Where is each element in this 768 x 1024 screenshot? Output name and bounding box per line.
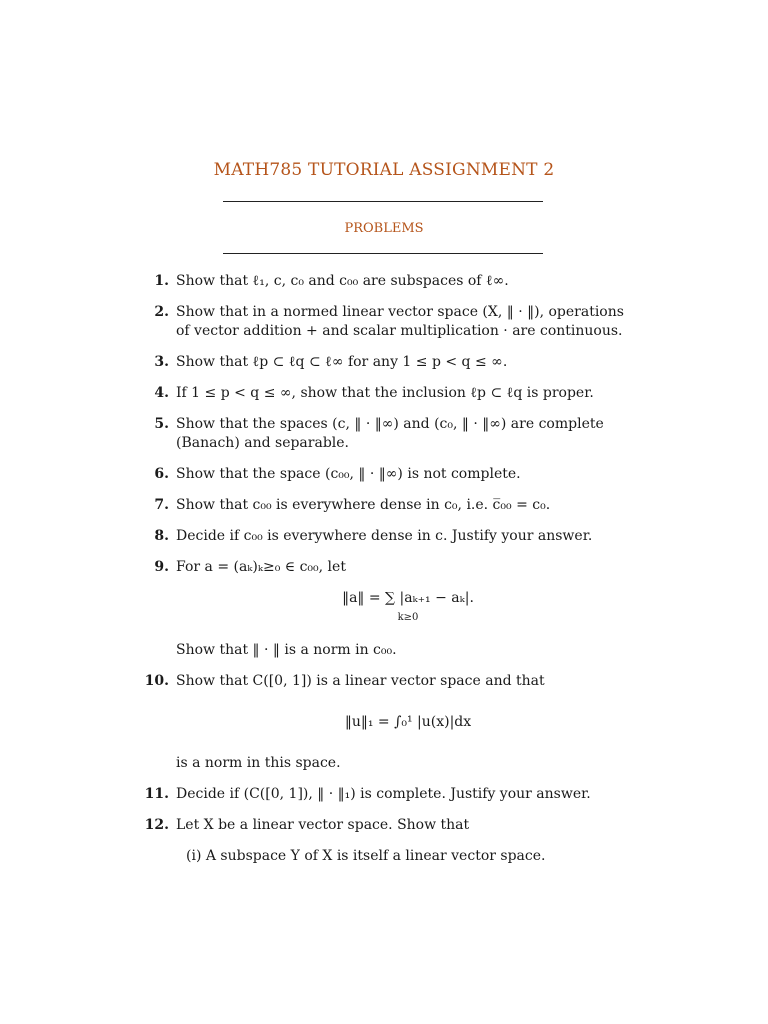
problem-text: For a = (aₖ)ₖ≥₀ ∈ c₀₀, let [176,559,346,575]
problem-number: 2. [154,304,169,320]
formula-l1-norm: ‖u‖₁ = ∫₀¹ |u(x)|dx [344,714,472,730]
problem-number: 3. [154,354,169,370]
problem-4 [140,384,640,403]
problem-number: 4. [154,385,169,401]
problem-number: 5. [154,416,169,432]
problem-text: Show that C([0, 1]) is a linear vector space and that [176,673,545,689]
problem-number: 10. [144,673,169,689]
problem-number: 8. [154,528,169,544]
divider-top [223,201,543,202]
problem-10 [140,672,640,773]
problem-number: 12. [144,817,169,833]
problem-6 [140,465,640,484]
problem-text: Show that the spaces (c, ‖ · ‖∞) and (c₀, ‖ · ‖∞) are complete (Banach) and separable. [176,416,604,451]
problem-number: 6. [154,466,169,482]
problem-followup: Show that ‖ · ‖ is a norm in c₀₀. [176,642,397,658]
problem-text: Decide if c₀₀ is everywhere dense in c. Justify your answer. [176,528,593,544]
display-formula [176,713,640,732]
problem-5 [140,415,640,453]
problem-2 [140,303,640,341]
problem-text: Show that ℓp ⊂ ℓq ⊂ ℓ∞ for any 1 ≤ p < q ≤ ∞. [176,354,508,370]
problem-number: 11. [144,786,169,802]
problem-text: Show that in a normed linear vector space (X, ‖ · ‖), operations of vector addition + and scalar multiplication · are continuous. [176,304,624,339]
divider-bottom [223,253,543,254]
formula-norm: ‖a‖ = ∑ |aₖ₊₁ − aₖ|. [342,590,474,606]
problem-list [140,272,640,878]
problem-7 [140,496,640,515]
problem-8 [140,527,640,546]
problem-text: If 1 ≤ p < q ≤ ∞, show that the inclusion ℓp ⊂ ℓq is proper. [176,385,594,401]
section-heading: PROBLEMS [344,221,424,236]
problem-number: 1. [154,273,169,289]
problem-9 [140,558,640,660]
display-formula [176,589,640,627]
problem-text: Show that the space (c₀₀, ‖ · ‖∞) is not complete. [176,466,521,482]
problem-number: 9. [154,559,169,575]
problem-followup: is a norm in this space. [176,755,341,771]
problem-text: Let X be a linear vector space. Show that [176,817,470,833]
problem-text: Show that c₀₀ is everywhere dense in c₀, i.e. c̅₀₀ = c₀. [176,497,551,513]
problem-subitem: (i) A subspace Y of X is itself a linear vector space. [186,848,546,864]
problem-text: Show that ℓ₁, c, c₀ and c₀₀ are subspaces of ℓ∞. [176,273,509,289]
problem-12 [140,816,640,866]
problem-1 [140,272,640,291]
formula-sum-index: k≥0 [397,612,419,623]
problem-text: Decide if (C([0, 1]), ‖ · ‖₁) is complete. Justify your answer. [176,786,591,802]
problem-3 [140,353,640,372]
page-title: MATH785 TUTORIAL ASSIGNMENT 2 [213,160,555,180]
problem-11 [140,785,640,804]
problem-number: 7. [154,497,169,513]
